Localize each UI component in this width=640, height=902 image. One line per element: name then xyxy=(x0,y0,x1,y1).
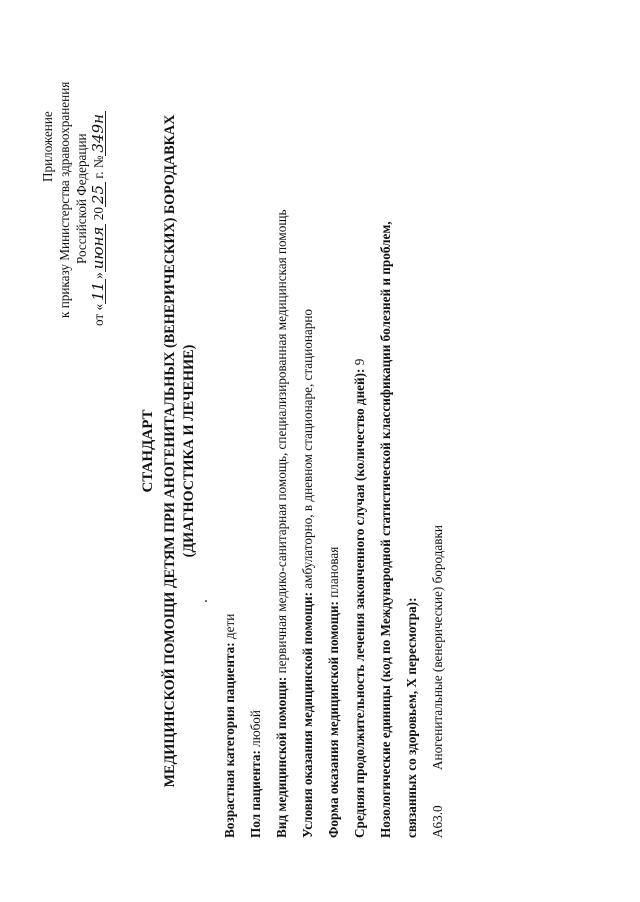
diagnosis-name: Аногенитальные (венерические) бородавки xyxy=(430,525,445,770)
scan-speck xyxy=(205,600,207,602)
handwritten-month: июня xyxy=(91,224,106,273)
field-care-form xyxy=(326,547,342,838)
field-label: Пол пациента: xyxy=(248,750,263,838)
field-age-category xyxy=(222,614,238,838)
field-label: Вид медицинской помощи: xyxy=(274,676,289,838)
field-value: любой xyxy=(248,710,263,751)
field-label: Форма оказания медицинской помощи: xyxy=(326,601,341,838)
number-prefix: г. № xyxy=(91,155,106,179)
nosology-heading-line1: Нозологические единицы (код по Международной статистической классификации болезней и проблем, xyxy=(378,221,393,838)
handwritten-year: 25 xyxy=(91,182,106,207)
date-prefix: от « xyxy=(91,303,106,326)
handwritten-day: 11 xyxy=(91,279,106,304)
field-value: первичная медико-санитарная помощь, специализированная медицинская помощь xyxy=(274,209,289,677)
document-subtitle-line1: МЕДИЦИНСКОЙ ПОМОЩИ ДЕТЯМ ПРИ АНОГЕНИТАЛЬНЫХ (ВЕНЕРИЧЕСКИХ) БОРОДАВКАХ xyxy=(162,114,178,788)
field-treatment-duration xyxy=(352,359,368,838)
nosology-heading-line2: связанных со здоровьем, X пересмотра): xyxy=(404,597,419,838)
annex-federation-line: Российской Федерации xyxy=(74,133,89,264)
field-value: амбулаторно, в дневном стационаре, стационарно xyxy=(300,308,315,592)
annex-order-line: к приказу Министерства здравоохранения xyxy=(57,81,72,318)
field-label: Условия оказания медицинской помощи: xyxy=(300,592,315,838)
field-sex xyxy=(248,710,264,838)
field-label: Возрастная категория пациента: xyxy=(222,642,237,838)
field-care-type xyxy=(274,210,290,839)
date-quote: » xyxy=(91,272,106,279)
diagnosis-code: A63.0 xyxy=(430,805,445,838)
document-title: СТАНДАРТ xyxy=(140,409,156,493)
annex-title: Приложение xyxy=(40,111,55,182)
field-value: 9 xyxy=(352,358,367,369)
field-value: дети xyxy=(222,613,237,643)
document-subtitle-line2: (ДИАГНОСТИКА И ЛЕЧЕНИЕ) xyxy=(181,344,197,558)
annex-date-line xyxy=(91,111,107,326)
year-prefix: 20 xyxy=(91,207,106,221)
field-label: Средняя продолжительность лечения законченного случая (количество дней): xyxy=(352,368,367,838)
field-care-conditions xyxy=(300,309,316,838)
handwritten-number: 349н xyxy=(91,111,106,156)
field-value: плановая xyxy=(326,546,341,602)
